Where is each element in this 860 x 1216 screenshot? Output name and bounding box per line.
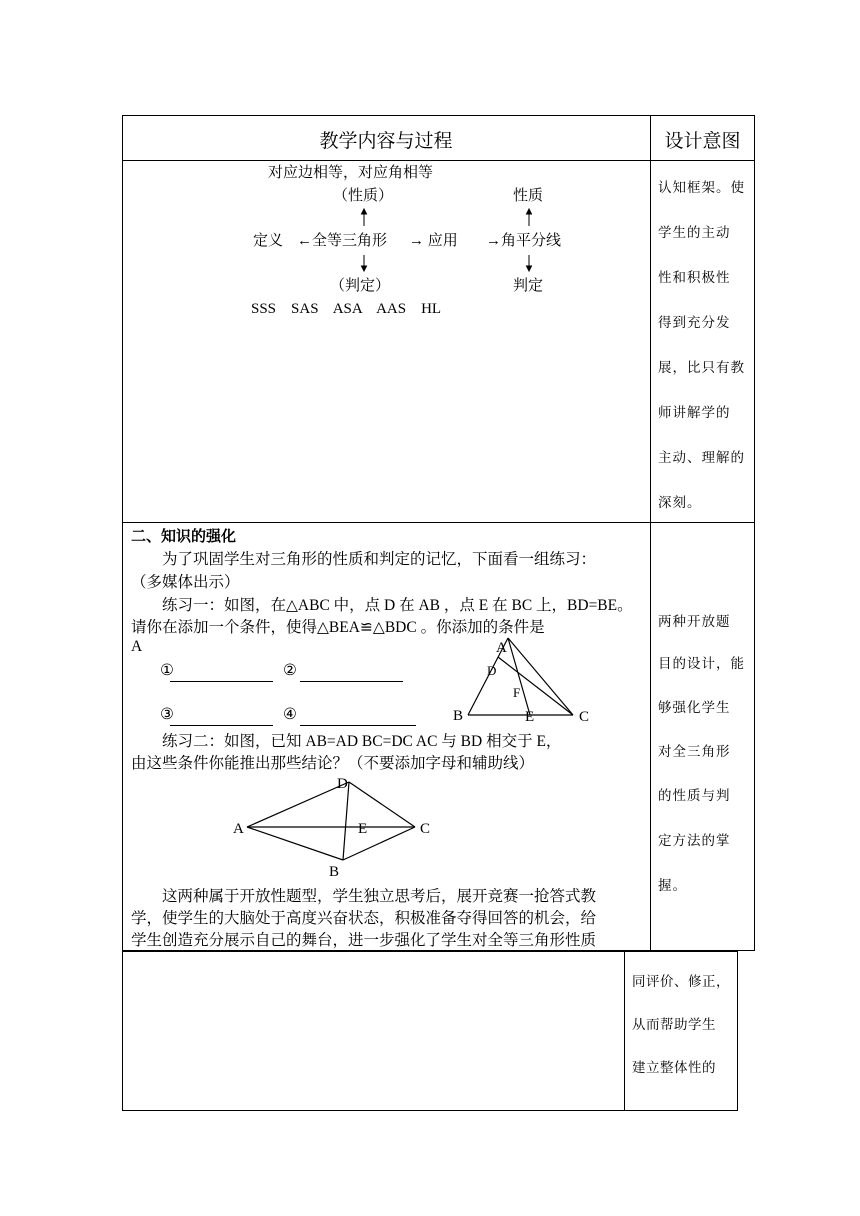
intro-line-1: 为了巩固学生对三角形的性质和判定的记忆，下面看一组练习： xyxy=(162,551,597,568)
side-note-2-line-4: 对全三角形 xyxy=(658,744,731,760)
exercise-1-line-2: 请你在添加一个条件，使得△BEA≌△BDC 。你添加的条件是 xyxy=(131,619,545,636)
exercise-2-line-2: 由这些条件你能推出那些结论？（不要添加字母和辅助线） xyxy=(131,755,535,772)
framework-top-line: 对应边相等，对应角相等 xyxy=(268,165,434,181)
kite-figure-2 xyxy=(225,770,445,880)
side-note-1-line-6: 师讲解学的 xyxy=(658,405,731,421)
fig2-label-B: B xyxy=(329,864,340,880)
segment-AD xyxy=(247,782,349,827)
segment-DB xyxy=(343,782,349,860)
side-note-2-line-1: 两种开放题 xyxy=(658,614,731,630)
side-note-2-line-3: 够强化学生 xyxy=(658,700,731,716)
framework-definition: 定义 xyxy=(253,233,284,249)
side-note-1-line-2: 学生的主动 xyxy=(658,225,731,241)
blank-line-1[interactable] xyxy=(170,681,273,682)
side-note-2-line-7: 握。 xyxy=(658,878,687,894)
header-content-process: 教学内容与过程 xyxy=(319,130,453,152)
framework-application: → 应用 xyxy=(409,233,458,249)
summary-line-2: 学，使学生的大脑处于高度兴奋状态，积极准备夺得回答的机会，给 xyxy=(131,910,597,927)
side-note-1-line-1: 认知框架。使 xyxy=(658,180,745,196)
exercise-1-line-1: 练习一：如图，在△ABC 中，点 D 在 AB ，点 E 在 BC 上，BD=BE。 xyxy=(162,597,633,614)
arrow-down-right-head xyxy=(527,266,532,271)
side-note-3-line-3: 建立整体性的 xyxy=(632,1060,716,1076)
side-note-3-line-2: 从而帮助学生 xyxy=(632,1017,716,1033)
fig1-label-D: D xyxy=(487,663,497,678)
fig1-label-C: C xyxy=(579,709,590,725)
fig2-label-C: C xyxy=(420,821,431,837)
framework-judgement-right: 判定 xyxy=(513,278,544,294)
framework-criteria: SSS SAS ASA AAS HL xyxy=(251,301,442,317)
side-note-1-line-3: 性和积极性 xyxy=(658,270,731,286)
table2-column-divider xyxy=(624,951,625,1111)
table2-border-left xyxy=(122,951,123,1111)
side-note-1-line-8: 深刻。 xyxy=(658,495,702,511)
side-note-2-line-5: 的性质与判 xyxy=(658,788,731,804)
side-note-2-line-2: 目的设计，能 xyxy=(658,656,745,672)
table2-border-right xyxy=(737,951,738,1111)
header-design-intent: 设计意图 xyxy=(664,130,741,152)
framework-congruent-triangles: ←全等三角形 xyxy=(297,233,388,249)
row1-divider xyxy=(122,522,755,523)
fig2-label-D: D xyxy=(337,776,348,792)
triangle-figure-1 xyxy=(440,630,610,730)
fig1-label-A: A xyxy=(496,640,507,656)
fig2-label-E: E xyxy=(358,821,368,837)
table2-border-bottom xyxy=(122,1110,738,1111)
blank-label-3: ③ xyxy=(160,706,174,723)
framework-angle-bisector: →角平分线 xyxy=(486,233,562,249)
segment-AC xyxy=(508,638,573,715)
side-note-1-line-4: 得到充分发 xyxy=(658,315,731,331)
intro-line-2: （多媒体出示） xyxy=(131,574,240,591)
blank-line-2[interactable] xyxy=(300,681,403,682)
summary-line-3: 学生创造充分展示自己的舞台，进一步强化了学生对全等三角形性质 xyxy=(131,932,597,949)
exercise-2-line-1: 练习二：如图，已知 AB=AD BC=DC AC 与 BD 相交于 E， xyxy=(162,733,562,750)
side-note-3-line-1: 同评价、修正， xyxy=(632,974,730,990)
segment-BA xyxy=(247,827,343,860)
summary-line-1: 这两种属于开放性题型，学生独立思考后，展开竞赛一抢答式教 xyxy=(162,888,597,905)
blank-line-4[interactable] xyxy=(300,725,416,726)
framework-judgement-left: （判定） xyxy=(330,278,391,294)
side-note-1-line-7: 主动、理解的 xyxy=(658,450,745,466)
framework-property-right: 性质 xyxy=(513,188,544,204)
blank-label-1: ① xyxy=(160,662,174,679)
section-2-title: 二、知识的强化 xyxy=(131,527,237,545)
segment-DC xyxy=(498,657,573,715)
side-note-2-line-6: 定方法的掌 xyxy=(658,833,731,849)
fig1-label-F: F xyxy=(513,685,521,700)
side-note-1-line-5: 展，比只有教 xyxy=(658,360,745,376)
blank-label-4: ④ xyxy=(283,706,297,723)
arrow-down-left-head xyxy=(362,266,367,271)
segment-CB xyxy=(343,827,415,860)
framework-property-left: （性质） xyxy=(333,188,394,204)
blank-label-2: ② xyxy=(283,662,297,679)
fig2-label-A: A xyxy=(233,821,244,837)
framework-arrows xyxy=(0,0,860,300)
table2-border-top xyxy=(122,951,738,952)
segment-AE xyxy=(508,638,530,715)
fig1-label-B: B xyxy=(453,708,464,724)
arrow-up-left-head xyxy=(362,209,367,214)
exercise-1-line-3: A xyxy=(131,638,143,655)
arrow-up-right-head xyxy=(527,209,532,214)
blank-line-3[interactable] xyxy=(170,725,273,726)
fig1-label-E: E xyxy=(525,709,535,725)
